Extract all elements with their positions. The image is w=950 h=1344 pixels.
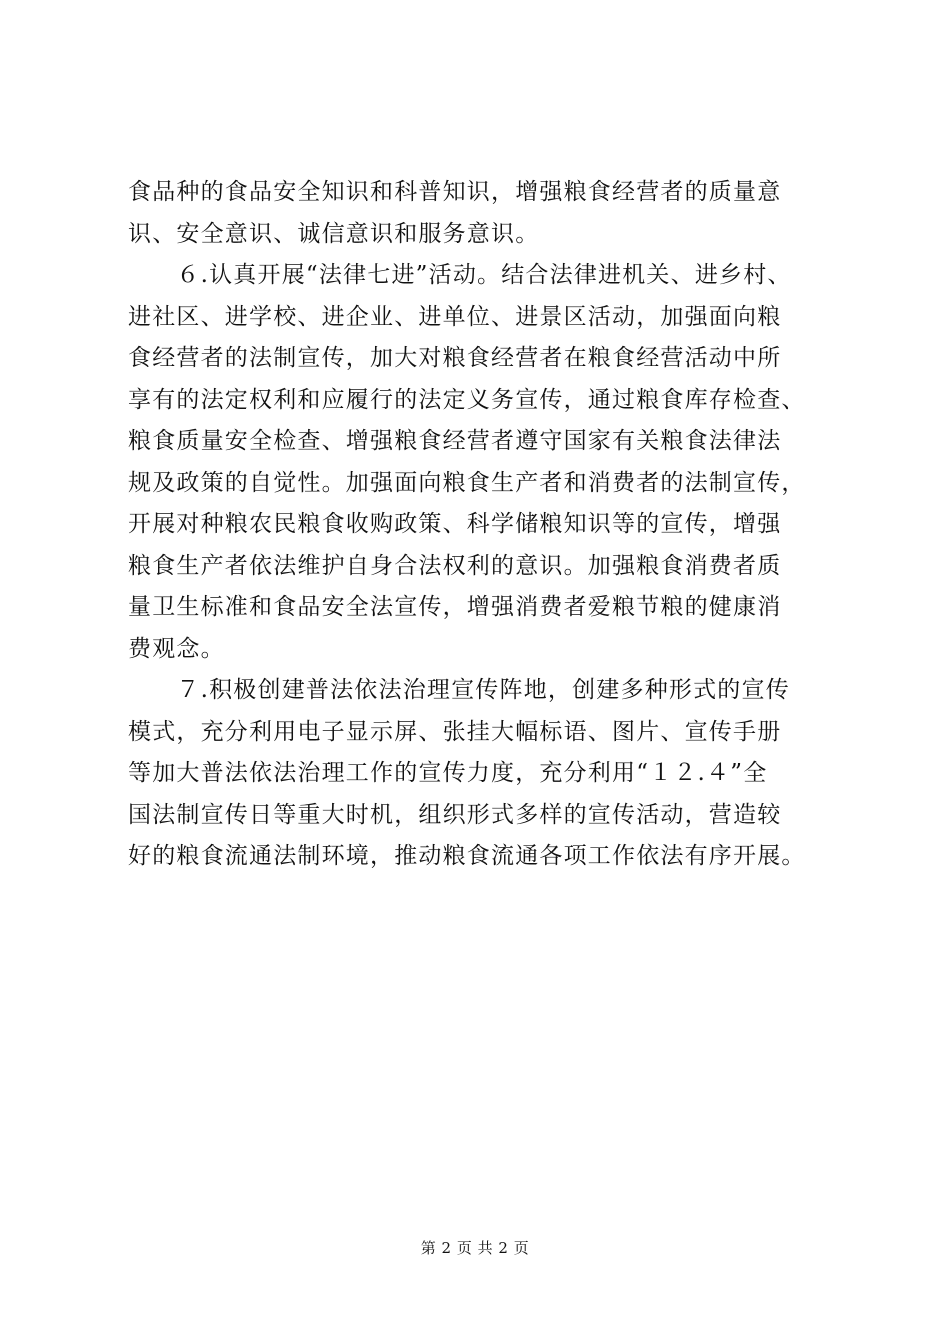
text-line: 好的粮食流通法制环境，推动粮食流通各项工作依法有序开展。 [128, 843, 806, 869]
body-text [128, 172, 848, 878]
text-line: 等加大普法依法治理工作的宣传力度，充分利用“１２.４”全 [128, 760, 768, 786]
text-line: 享有的法定权利和应履行的法定义务宣传，通过粮食库存检查、 [128, 386, 806, 413]
text-line: 食经营者的法制宣传，加大对粮食经营者在粮食经营活动中所 [128, 345, 782, 371]
text-line: 规及政策的自觉性。加强面向粮食生产者和消费者的法制宣传， [128, 469, 806, 496]
text-line: 进社区、进学校、进企业、进单位、进景区活动，加强面向粮 [128, 303, 782, 330]
text-line: 量卫生标准和食品安全法宣传，增强消费者爱粮节粮的健康消 [128, 594, 782, 620]
text-line: 模式，充分利用电子显示屏、张挂大幅标语、图片、宣传手册 [128, 718, 782, 745]
text-line: 粮食质量安全检查、增强粮食经营者遵守国家有关粮食法律法 [128, 428, 782, 454]
text-line: 食品种的食品安全知识和科普知识，增强粮食经营者的质量意 [128, 179, 782, 205]
text-line: ６.认真开展“法律七进”活动。结合法律进机关、进乡村、 [128, 262, 792, 288]
text-line: 识、安全意识、诚信意识和服务意识。 [128, 220, 540, 247]
text-line: ７.积极创建普法依法治理宣传阵地，创建多种形式的宣传 [128, 677, 790, 703]
page-footer: 第 2 页 共 2 页 [420, 1239, 530, 1257]
text-line: 粮食生产者依法维护自身合法权利的意识。加强粮食消费者质 [128, 552, 782, 579]
text-line: 国法制宣传日等重大时机，组织形式多样的宣传活动，营造较 [128, 801, 782, 828]
text-line: 费观念。 [128, 635, 225, 662]
text-line: 开展对种粮农民粮食收购政策、科学储粮知识等的宣传，增强 [128, 511, 782, 537]
